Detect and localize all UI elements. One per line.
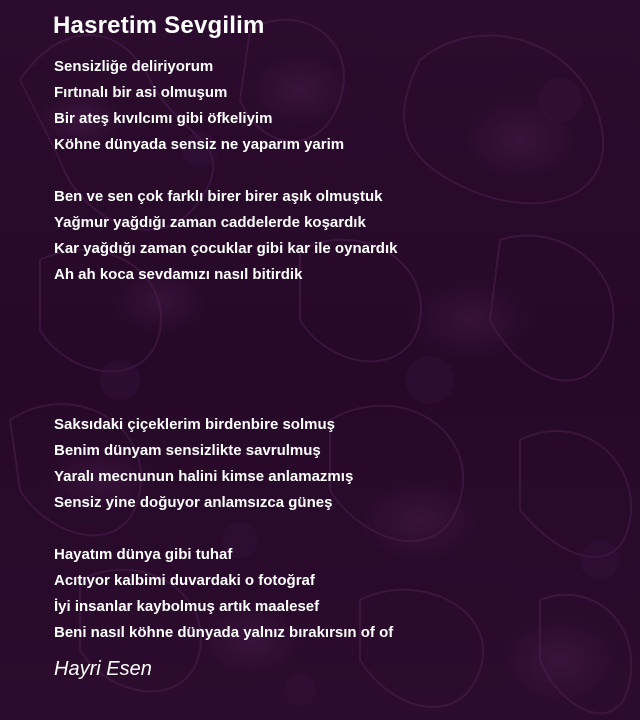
poem-line: Köhne dünyada sensiz ne yaparım yarim <box>54 136 345 153</box>
poem-line: Sensiz yine doğuyor anlamsızca güneş <box>54 494 333 511</box>
stanza-2 <box>54 184 397 288</box>
poem-line: Bir ateş kıvılcımı gibi öfkeliyim <box>54 110 273 127</box>
stanza-3 <box>54 412 353 516</box>
poem-line: Sensizliğe deliriyorum <box>54 58 214 75</box>
poem-line: Kar yağdığı zaman çocuklar gibi kar ile oynardık <box>54 240 398 257</box>
poem-line: Fırtınalı bir asi olmuşum <box>54 84 228 101</box>
poem-line: Benim dünyam sensizlikte savrulmuş <box>54 442 321 459</box>
poem-line: Saksıdaki çiçeklerim birdenbire solmuş <box>54 416 335 433</box>
poem-author: Hayri Esen <box>54 658 152 680</box>
poem-line: Hayatım dünya gibi tuhaf <box>54 546 233 563</box>
poem-line: Acıtıyor kalbimi duvardaki o fotoğraf <box>54 572 315 589</box>
poem-line: Ah ah koca sevdamızı nasıl bitirdik <box>54 266 303 283</box>
stanza-1 <box>54 54 344 158</box>
poem-title: Hasretim Sevgilim <box>53 12 265 39</box>
poem-line: Yaralı mecnunun halini kimse anlamazmış <box>54 468 354 485</box>
poem-line: Beni nasıl köhne dünyada yalnız bırakırsın of of <box>54 624 394 641</box>
poem-line: Yağmur yağdığı zaman caddelerde koşardık <box>54 214 366 231</box>
poem-line: Ben ve sen çok farklı birer birer aşık olmuştuk <box>54 188 383 205</box>
poem-line: İyi insanlar kaybolmuş artık maalesef <box>54 598 320 615</box>
stanza-4 <box>54 542 393 646</box>
